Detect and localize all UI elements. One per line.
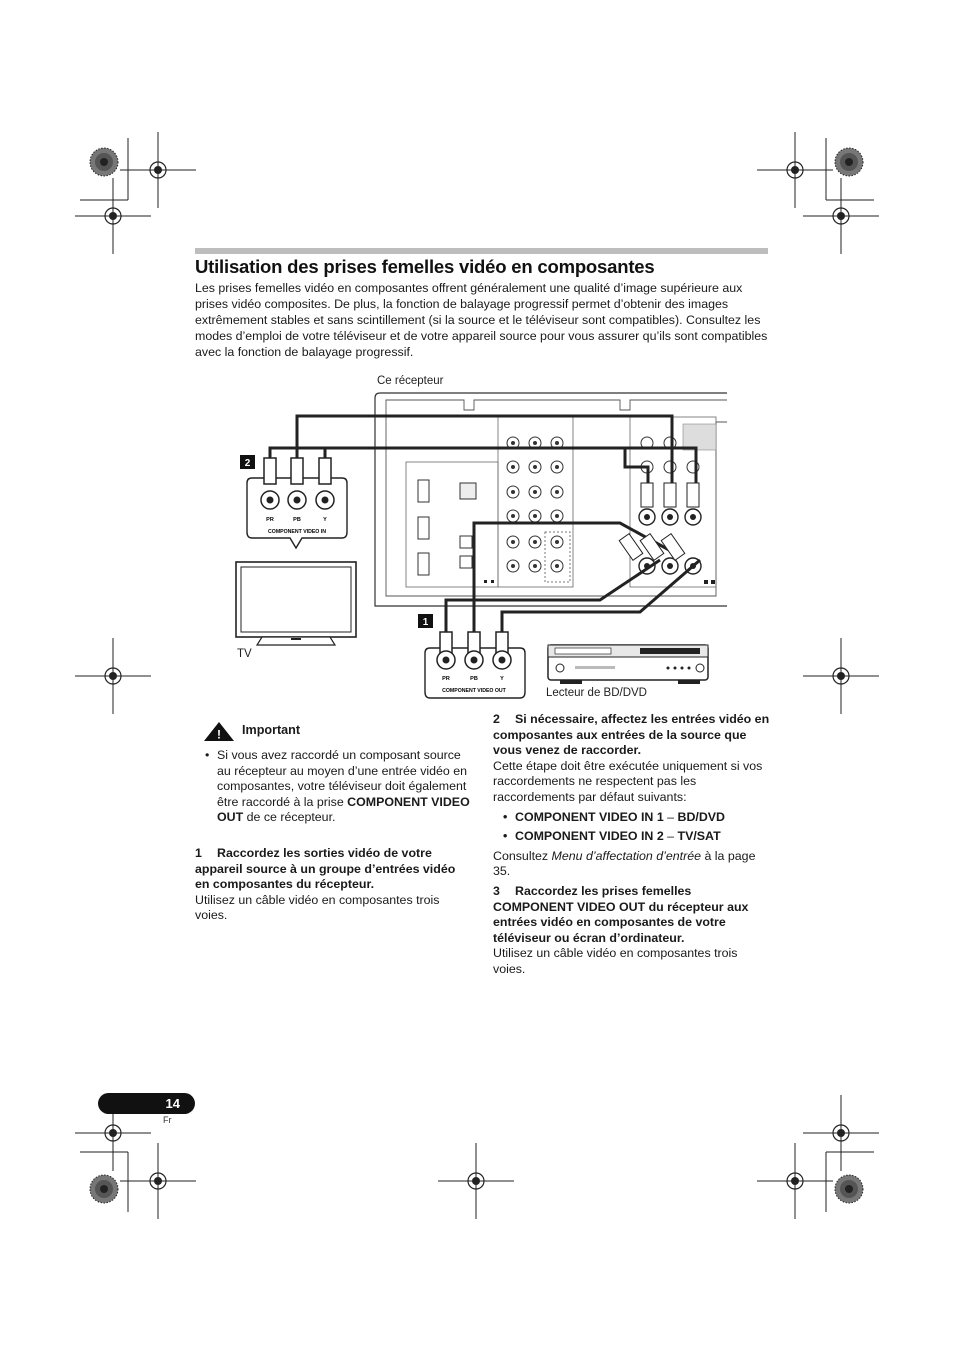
step-3-body: Utilisez un câble vidéo en composantes trois voies.	[493, 946, 738, 976]
jack-label-pr-out: PR	[442, 676, 450, 682]
step-1-body: Utilisez un câble vidéo en composantes trois voies.	[195, 892, 440, 923]
player-output-panel	[425, 632, 525, 698]
step-3-number: 3	[493, 884, 500, 898]
step-3-title: Raccordez les prises femelles COMPONENT VIDEO OUT du récepteur aux entrées vidéo en composantes de votre téléviseur ou écran d’ordinateur.	[493, 884, 749, 945]
step-1-number: 1	[195, 846, 202, 860]
marker-2: 2	[244, 458, 251, 469]
warning-icon	[202, 720, 236, 742]
default-item-1: • COMPONENT VIDEO IN 1 – BD/DVD	[503, 809, 725, 824]
tv-input-panel	[244, 458, 347, 548]
important-title: Important	[242, 723, 301, 738]
default-item-2: • COMPONENT VIDEO IN 2 – TV/SAT	[503, 829, 721, 844]
step-2	[493, 712, 770, 880]
page-number: 14	[98, 1093, 195, 1114]
jack-label-y-out: Y	[500, 676, 504, 682]
language-code: Fr	[163, 1115, 172, 1125]
tv-label: TV	[237, 648, 252, 660]
jack-label-pb-out: PB	[470, 676, 478, 682]
tv-illustration	[236, 562, 356, 645]
step-2-body: Cette étape doit être exécutée uniquement si vos raccordements ne respectent pas les raccordements par défaut suivants:	[493, 758, 763, 804]
step-1	[195, 846, 470, 924]
step-2-number: 2	[493, 712, 500, 726]
jack-label-y: Y	[323, 517, 327, 523]
step-2-reference: Consultez Menu d’affectation d’entrée à la page 35.	[493, 848, 756, 879]
intro-paragraph: Les prises femelles vidéo en composantes offrent généralement une qualité d’image supérieure aux prises vidéo composites. De plus, la fonction de balayage progressif permet d’obtenir des images extrêmement stables et sans scintillement (si la source et le téléviseur sont compatibles). Consultez les modes d’emploi de votre téléviseur et de votre appareil source pour vous assurer qu’ils sont compatibles avec la fonction de balayage progressif.	[195, 281, 768, 359]
panel-text-in: COMPONENT VIDEO IN	[268, 529, 326, 535]
important-bullet: Si vous avez raccordé un composant source au récepteur au moyen d’une entrée vidéo en composantes, votre téléviseur doit également être raccordé à la prise COMPONENT VIDEO OUT de ce récepteur.	[217, 748, 470, 825]
step-3	[493, 884, 770, 978]
receiver-label: Ce récepteur	[377, 375, 444, 387]
player-illustration	[548, 645, 708, 684]
marker-1: 1	[422, 617, 429, 628]
jack-label-pr: PR	[266, 517, 274, 523]
section-title: Utilisation des prises femelles vidéo en composantes	[195, 256, 655, 277]
jack-label-pb: PB	[293, 517, 301, 523]
panel-text-out: COMPONENT VIDEO OUT	[442, 688, 506, 694]
player-label: Lecteur de BD/DVD	[546, 687, 647, 699]
svg-text:!: !	[217, 727, 221, 742]
important-box: ! Important • Si vous avez raccordé un composant source au récepteur au moyen d’une entrée vidéo en composantes, votre téléviseur doit également être raccordé à la prise COMPONENT VIDEO OUT de ce récepteur.	[200, 720, 470, 826]
step-1-title: Raccordez les sorties vidéo de votre appareil source à un groupe d’entrées vidéo en composantes du récepteur.	[195, 846, 456, 892]
step-2-title: Si nécessaire, affectez les entrées vidéo en composantes aux entrées de la source que vous venez de raccorder.	[493, 712, 770, 758]
